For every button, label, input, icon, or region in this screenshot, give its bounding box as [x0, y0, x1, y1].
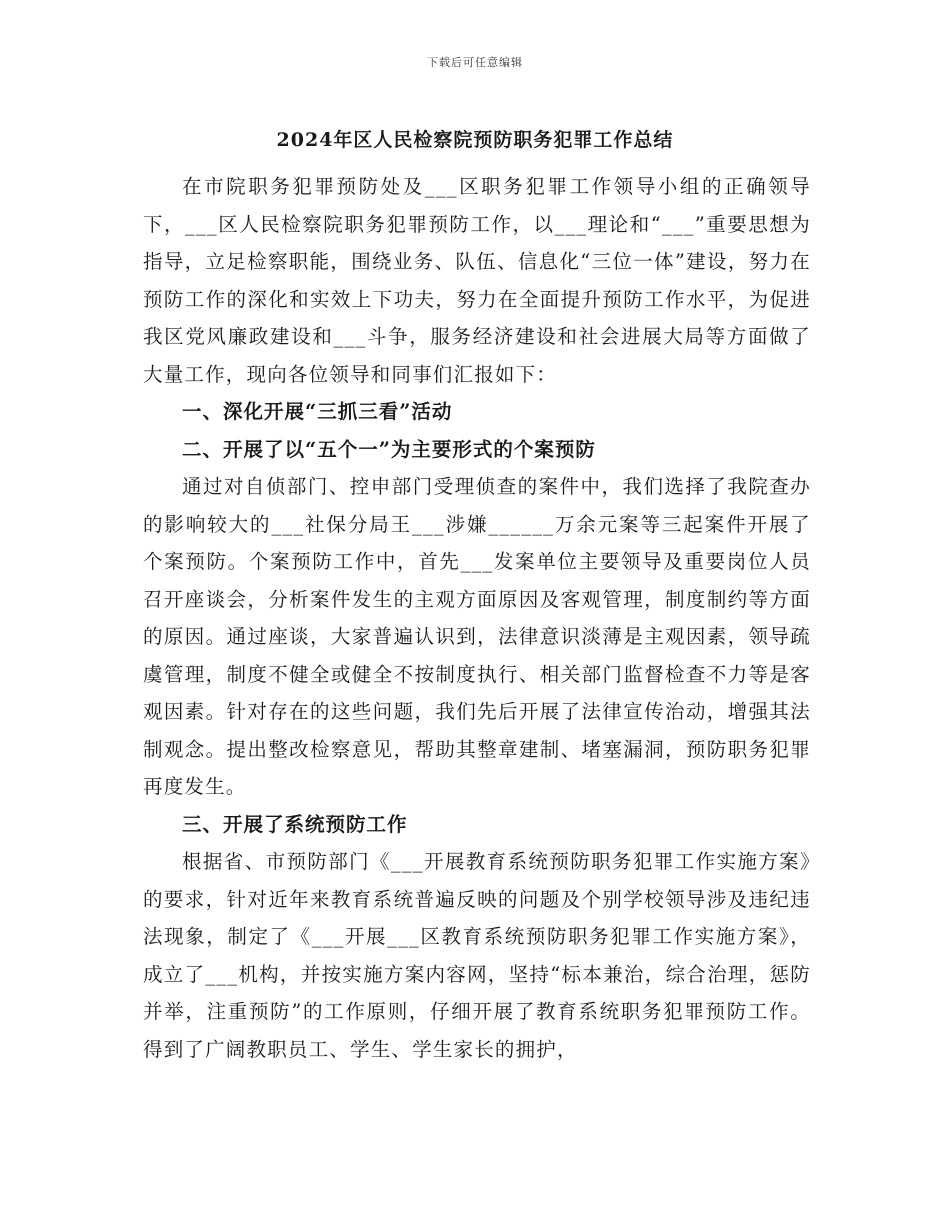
header-note: 下载后可任意编辑	[427, 56, 523, 69]
section-1-heading: 一、深化开展“三抓三看”活动	[182, 400, 453, 423]
section-3-paragraph: 根据省、市预防部门《___开展教育系统预防职务犯罪工作实施方案》的要求，针对近年来教育系统普遍反映的问题及个别学校领导涉及违纪违法现象，制定了《___开展___区教育系统预防职务犯罪工作实施方案》，成立了___机构，并按实施方案内容网，坚持“标本兼治，综合治理，惩防并举，注重预防”的工作原则，仔细开展了教育系统职务犯罪预防工作。得到了广阔教职员工、学生、学生家长的拥护，	[143, 850, 811, 1061]
document-body	[143, 168, 811, 1068]
section-2-heading: 二、开展了以“五个一”为主要形式的个案预防	[182, 437, 596, 461]
intro-paragraph: 在市院职务犯罪预防处及___区职务犯罪工作领导小组的正确领导下，___区人民检察院职务犯罪预防工作，以___理论和“___”重要思想为指导，立足检察职能，围绕业务、队伍、信息化“三位一体”建设，努力在预防工作的深化和实效上下功夫，努力在全面提升预防工作水平，为促进我区党风廉政建设和___斗争，服务经济建设和社会进展大局等方面做了大量工作，现向各位领导和同事们汇报如下：	[143, 175, 811, 386]
section-3-heading: 三、开展了系统预防工作	[182, 812, 408, 836]
document-title: 2024年区人民检察院预防职务犯罪工作总结	[276, 129, 674, 151]
section-2-paragraph: 通过对自侦部门、控申部门受理侦查的案件中，我们选择了我院查办的影响较大的___社保分局王___涉嫌______万余元案等三起案件开展了个案预防。个案预防工作中，首先___发案单位主要领导及重要岗位人员召开座谈会，分析案件发生的主观方面原因及客观管理，制度制约等方面的原因。通过座谈，大家普遍认识到，法律意识淡薄是主观因素，领导疏虞管理，制度不健全或健全不按制度执行、相关部门监督检查不力等是客观因素。针对存在的这些问题，我们先后开展了法律宣传治动，增强其法制观念。提出整改检察意见，帮助其整章建制、堵塞漏洞，预防职务犯罪再度发生。	[143, 475, 811, 798]
